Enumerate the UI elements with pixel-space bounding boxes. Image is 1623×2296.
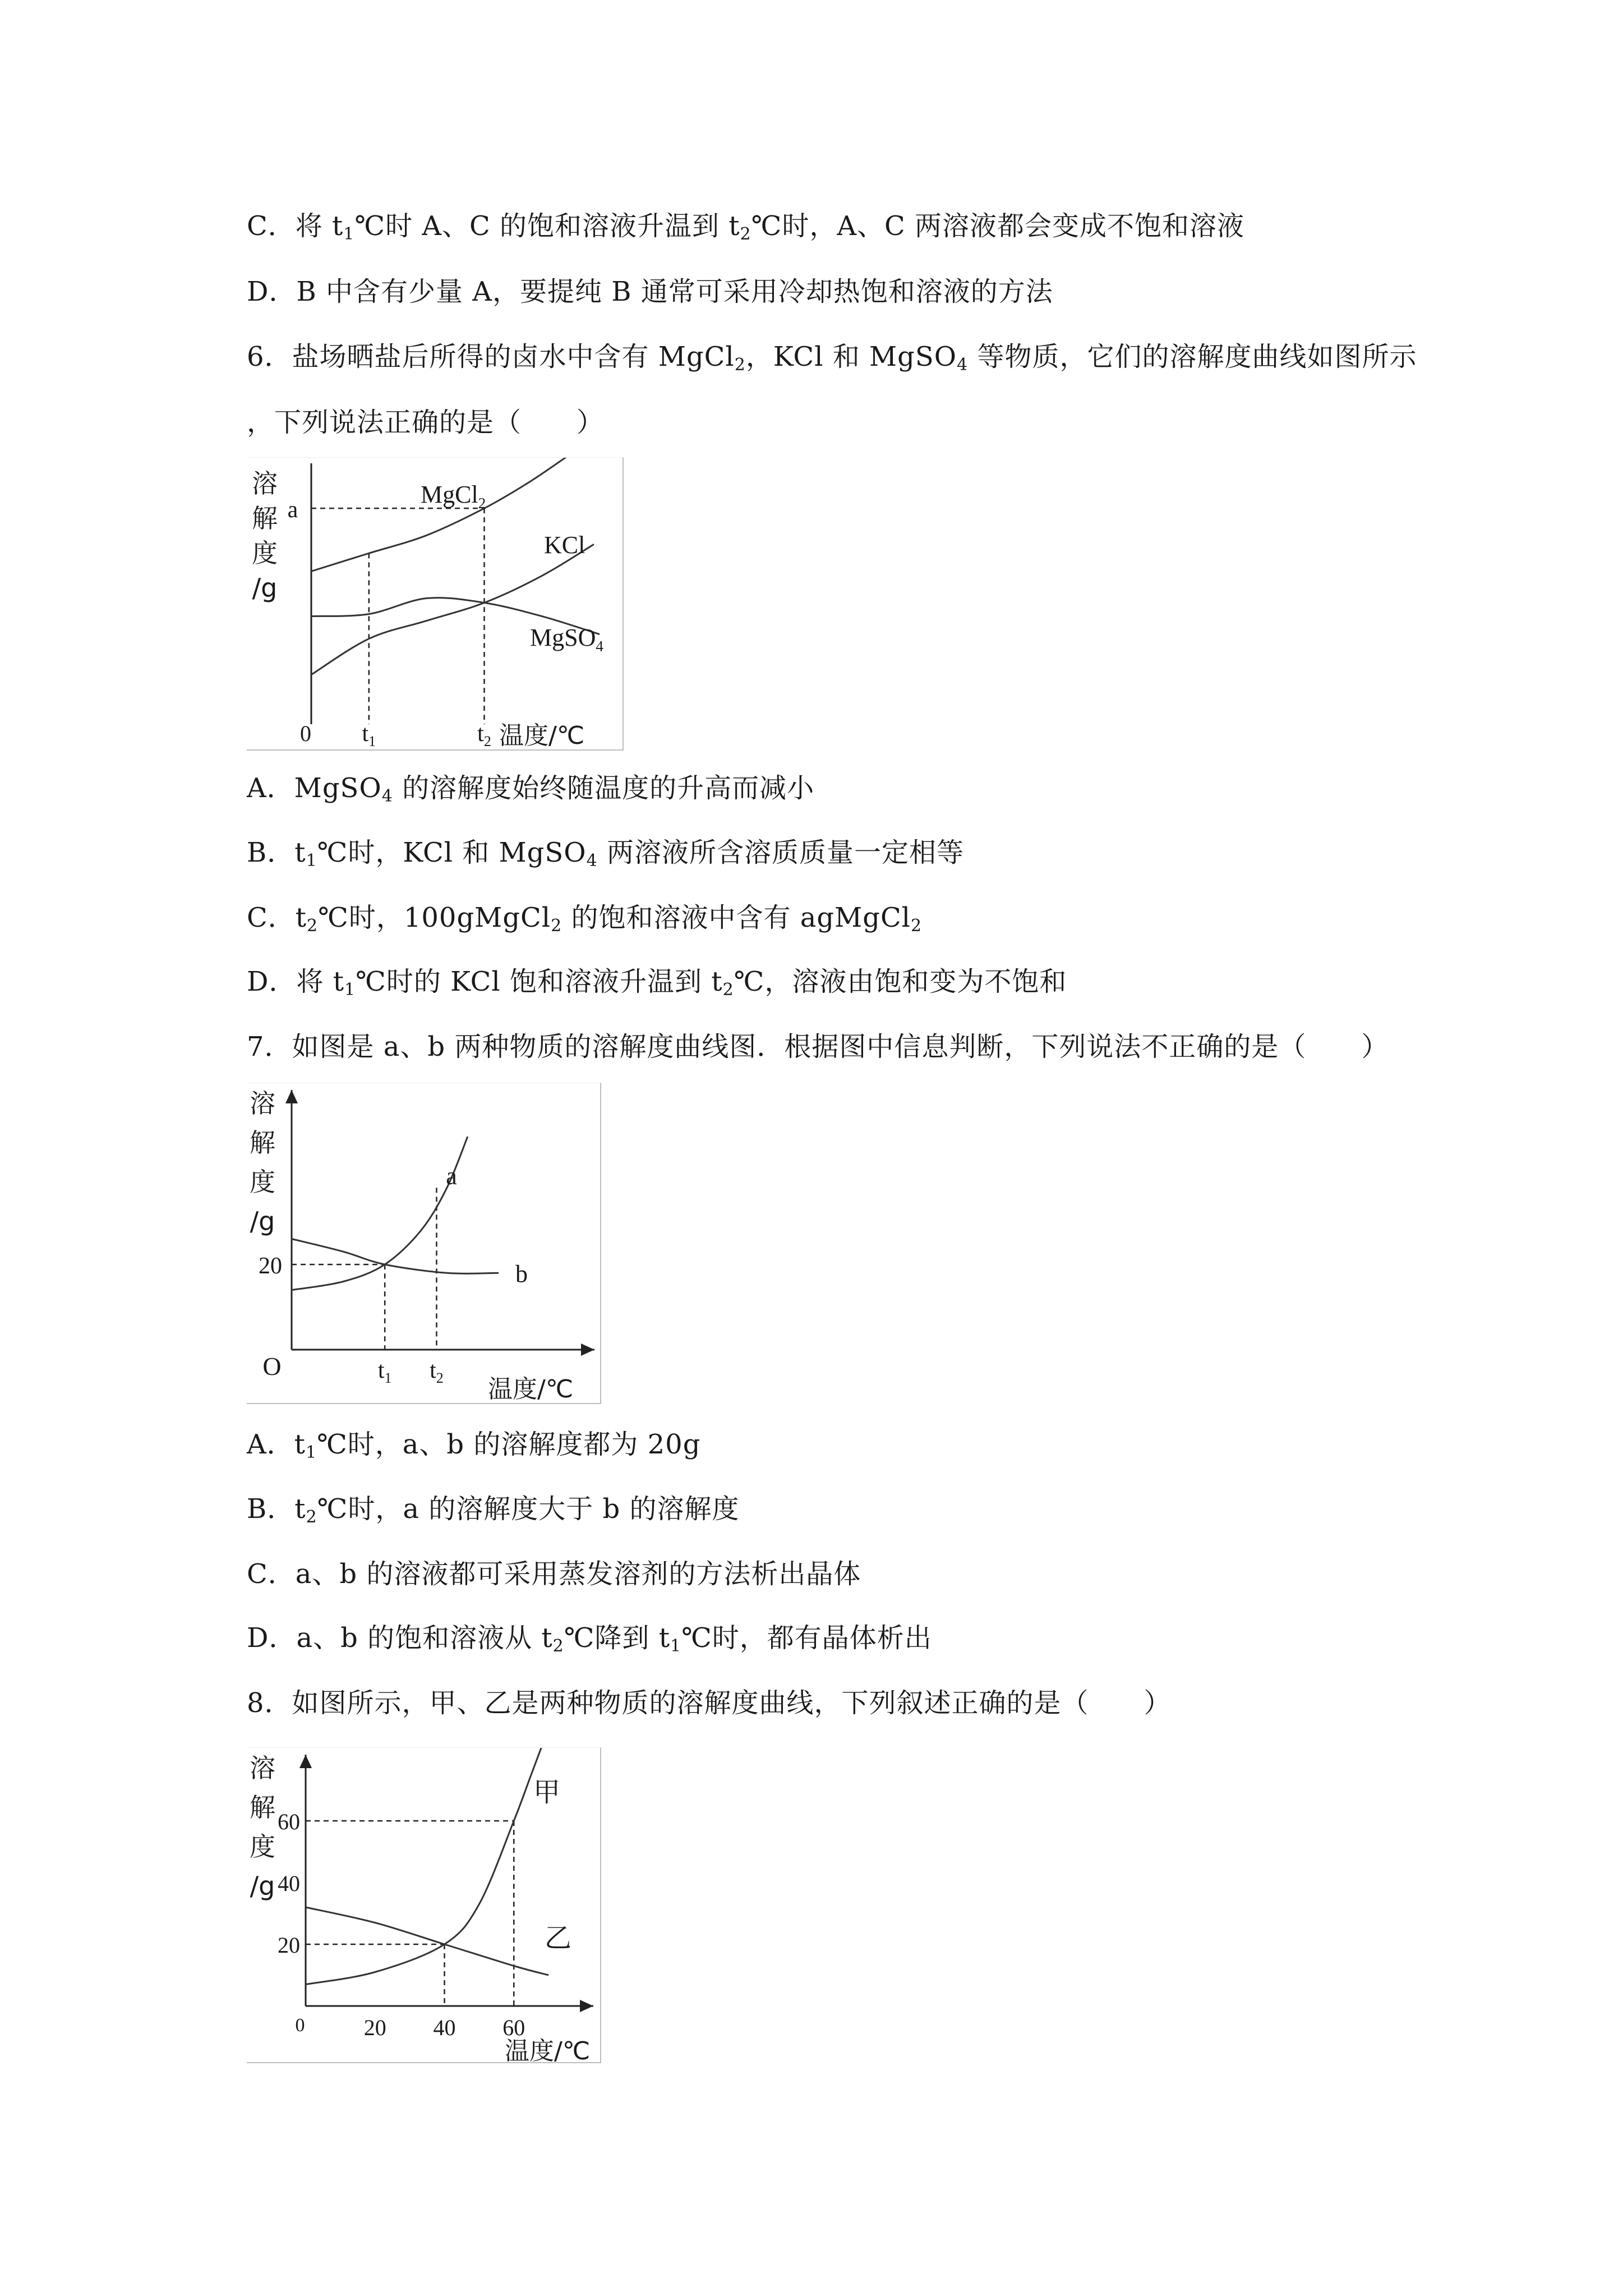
y-axis-label: 解 [252, 503, 278, 533]
x-axis-label: 温度/℃ [505, 2037, 591, 2062]
y-axis-label: 度 [250, 1167, 275, 1197]
q6-chart-svg [247, 458, 623, 749]
y-axis-label: /g [250, 1206, 275, 1236]
x-tick-label-t1: $t_1$ [362, 721, 376, 749]
q5-option-c: C．将 $t_1℃$时 A、C 的饱和溶液升温到 $t_2℃$时，A、C 两溶液都会变成不饱和溶液 [247, 210, 1244, 244]
q6-solubility-chart [247, 457, 624, 751]
series-curve-1 [311, 544, 594, 675]
y-axis-label: 度 [250, 1832, 275, 1862]
series-a-label: a [446, 1162, 457, 1190]
y-tick-label-40: 40 [278, 1871, 300, 1896]
y-axis-label: 溶 [250, 1088, 275, 1119]
y-axis-label: 溶 [250, 1753, 275, 1783]
series-b-label: b [515, 1260, 528, 1288]
q7-chart-svg [247, 1083, 600, 1403]
y-tick-label-20: 20 [278, 1932, 300, 1958]
q7-solubility-chart [247, 1083, 601, 1404]
y-axis-arrow [285, 1090, 298, 1103]
kcl-label: KCl [544, 531, 585, 559]
q7-option-a: A．$t_1℃$时，a、b 的溶解度都为 20g [247, 1429, 701, 1462]
q8-solubility-chart [247, 1747, 601, 2063]
series-curve-a [292, 1137, 468, 1290]
q6-option-c: C．$t_2℃$时，100gMgCl$_2$ 的饱和溶液中含有 agMgCl$_2$ [247, 902, 923, 936]
x-axis-arrow [581, 1343, 594, 1356]
q7-option-c: C．a、b 的溶液都可采用蒸发溶剂的方法析出晶体 [247, 1558, 861, 1590]
y-axis-label: /g [252, 573, 278, 603]
y-axis-label: 度 [252, 538, 278, 568]
q6-stem-line-1: 6．盐场晒盐后所得的卤水中含有 MgCl$_2$，KCl 和 MgSO$_4$ 等物质，它们的溶解度曲线如图所示 [247, 341, 1417, 375]
x-tick-label-20: 20 [363, 2015, 386, 2040]
series-curve-0 [311, 458, 577, 571]
q8-chart-svg [247, 1748, 600, 2062]
y-tick-label-60: 60 [278, 1809, 300, 1834]
q6-option-a: A．MgSO$_4$ 的溶解度始终随温度的升高而减小 [247, 772, 815, 806]
x-tick-label-t2: $t_2$ [477, 721, 491, 749]
series-jia-label: 甲 [533, 1777, 561, 1808]
series-yi-label: 乙 [544, 1922, 572, 1954]
q5-option-d: D．B 中含有少量 A，要提纯 B 通常可采用冷却热饱和溶液的方法 [247, 276, 1053, 307]
mgcl2-label: MgCl$_2$ [421, 481, 486, 512]
series-curve-jia [306, 1748, 548, 1985]
q7-option-d: D．a、b 的饱和溶液从 $t_2℃$降到 $t_1℃$时，都有晶体析出 [247, 1622, 932, 1656]
y-axis-label: 溶 [252, 468, 278, 499]
origin-label: O [262, 1352, 282, 1381]
y-axis-label: 解 [250, 1792, 275, 1823]
q6-option-b: B．$t_1℃$时，KCl 和 MgSO$_4$ 两溶液所含溶质质量一定相等 [247, 837, 965, 871]
x-axis-label: 温度/℃ [499, 721, 585, 749]
origin-label: 0 [295, 2015, 305, 2036]
x-tick-label-60: 60 [502, 2015, 525, 2040]
q7-option-b: B．$t_2℃$时，a 的溶解度大于 b 的溶解度 [247, 1493, 740, 1527]
x-tick-label-t1: $t_1$ [377, 1358, 392, 1386]
q6-stem-line-2: ，下列说法正确的是（ ） [247, 407, 605, 438]
x-axis-arrow [580, 2000, 593, 2012]
mgso4-label: MgSO$_4$ [530, 624, 603, 655]
y-tick-label-20: 20 [259, 1253, 282, 1280]
y-axis-arrow [299, 1755, 312, 1768]
q7-stem: 7．如图是 a、b 两种物质的溶解度曲线图．根据图中信息判断，下列说法不正确的是（ ） [247, 1031, 1389, 1062]
series-curve-yi [306, 1907, 548, 1975]
y-axis-label: 解 [250, 1128, 275, 1158]
q8-stem: 8．如图所示，甲、乙是两种物质的溶解度曲线，下列叙述正确的是（ ） [247, 1687, 1172, 1719]
x-tick-label-t2: $t_2$ [430, 1358, 444, 1386]
x-tick-label-40: 40 [433, 2015, 456, 2040]
q6-option-d: D．将 $t_1℃$时的 KCl 饱和溶液升温到 $t_2℃$，溶液由饱和变为不饱和 [247, 966, 1067, 1000]
y-axis-label: /g [250, 1871, 275, 1901]
origin-label: 0 [300, 721, 311, 746]
y-tick-label-a: a [287, 497, 298, 523]
x-axis-label: 温度/℃ [488, 1375, 574, 1403]
